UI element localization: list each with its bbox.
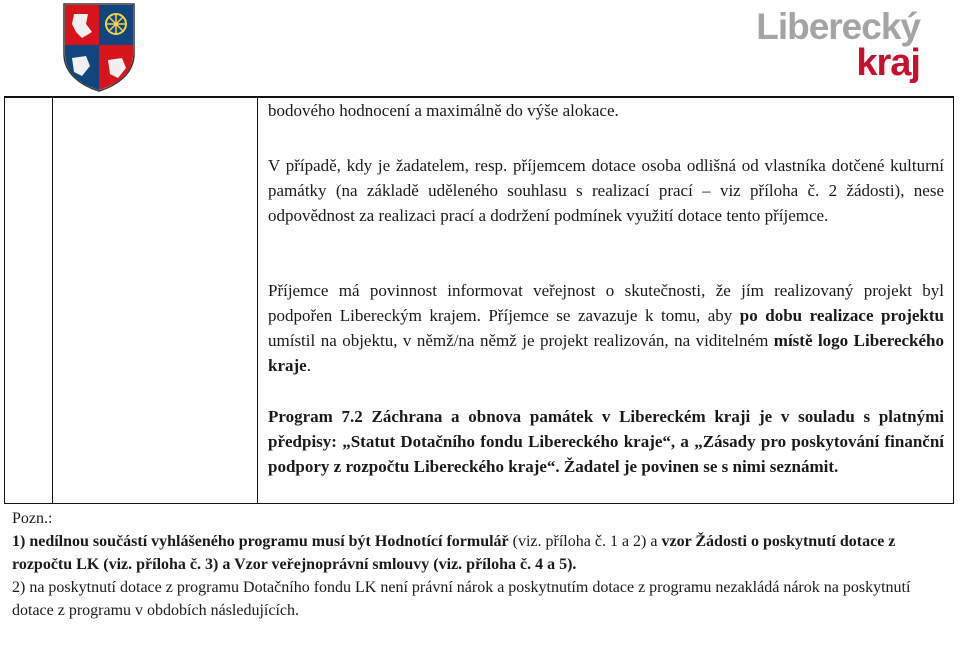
table-column-divider <box>257 98 258 503</box>
paragraph-program-rules: Program 7.2 Záchrana a obnova památek v Libereckém kraji je v souladu s platnými předpisy: „Statut Dotačního fondu Libereckého kraje“, a „Zásady pro poskytování finanční podpory z rozpočtu Libereckého kraje“. Žadatel je povinen se s nimi seznámit. <box>268 407 944 476</box>
note-2: 2) na poskytnutí dotace z programu Dotačního fondu LK není právní nárok a poskytnutím dotace z programu nezakládá nárok na poskytnutí dotace z programu v obdobích následujících. <box>12 579 911 619</box>
paragraph-allocation: bodového hodnocení a maximálně do výše alokace. <box>268 101 619 120</box>
note-1: 1) nedílnou součástí vyhlášeného programu musí být Hodnotící formulář (viz. příloha č. 1 a 2) a vzor Žádosti o poskytnutí dotace z rozpočtu LK (viz. příloha č. 3) a Vzor veřejnoprávní smlouvy (viz. příloha č. 4 a 5). <box>12 533 896 573</box>
page-header <box>0 0 960 92</box>
table-column-divider <box>52 98 53 503</box>
notes-label: Pozn.: <box>12 510 53 527</box>
footnotes <box>12 507 937 622</box>
paragraph-recipient-responsibility: V případě, kdy je žadatelem, resp. příjemcem dotace osoba odlišná od vlastníka dotčené kulturní památky (na základě uděleného souhlasu s realizací prací – viz příloha č. 2 žádosti), nese odpovědnost za realizaci prací a dodržení podmínek využití dotace tento příjemce. <box>268 156 944 225</box>
liberecky-kraj-logo <box>756 6 920 84</box>
paragraph-publicity: Příjemce má povinnost informovat veřejnost o skutečnosti, že jím realizovaný projekt byl podpořen Libereckým krajem. Příjemce se zavazuje k tomu, aby po dobu realizace projektu umístil na objektu, v němž/na němž je projekt realizován, na viditelném místě logo Libereckého kraje. <box>268 281 945 375</box>
logo-line1: Liberecký <box>756 6 920 47</box>
czech-coat-of-arms-icon <box>62 2 136 92</box>
logo-line2: kraj <box>856 42 920 84</box>
